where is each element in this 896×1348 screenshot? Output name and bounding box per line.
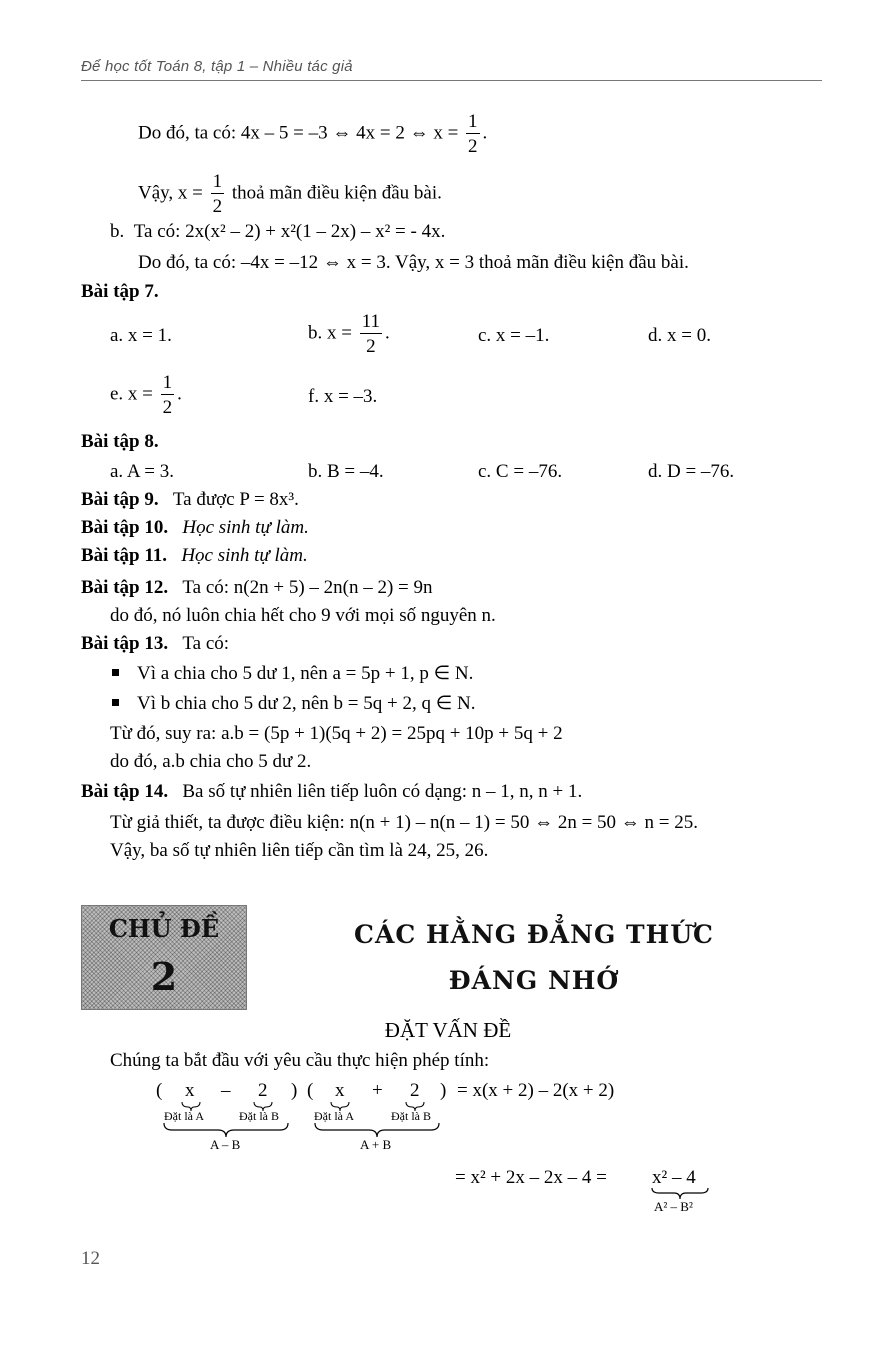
paren-close-1: ) [291,1080,298,1101]
topic-title-line1: CÁC HẰNG ĐẲNG THỨC [354,920,714,949]
bt7-c: c. x = –1. [478,325,550,346]
topic-label: CHỦ ĐỀ [108,914,220,943]
topic-number: 2 [150,954,178,999]
bt12: Bài tập 12. Ta có: n(2n + 5) – 2n(n – 2) = 9n [81,577,433,598]
label-B1: Đặt là B [239,1109,279,1123]
term-two2: 2 [410,1080,420,1101]
fraction-half: $\frac{1}{2}$ [162,372,173,418]
paren-close-2: ) [440,1080,447,1101]
brace-label-a2-minus-b2: A² – B² [654,1199,693,1214]
bt7-d: d. x = 0. [648,325,711,346]
op-plus: + [372,1080,383,1101]
bullet-icon [112,699,119,706]
fraction-half: $\frac{1}{2}$ [212,171,223,217]
bt13-line3: Từ đó, suy ra: a.b = (5p + 1)(5q + 2) = 25pq + 10p + 5q + 2 [110,723,563,744]
paren-open-1: ( [156,1080,163,1101]
sec6-part-b-line2: Do đó, ta có: –4x = –12 ⇔ x = 3. Vậy, x = 3 thoả mãn điều kiện đầu bài. [138,252,689,273]
bt14-line2: Từ giả thiết, ta được điều kiện: n(n + 1) – n(n – 1) = 50 ⇔ 2n = 50 ⇔ n = 25. [110,812,698,833]
fraction-eleven-half: $\frac{11}{2}$ [361,311,381,357]
bt7-b: b. x = $\frac{11}{2}$ . [308,311,390,357]
bt8-c: c. C = –76. [478,461,563,482]
section-heading: ĐẶT VẤN ĐỀ [384,1018,512,1042]
sec6-part-b: b. Ta có: 2x(x² – 2) + x²(1 – 2x) – x² = - 4x. [110,221,446,242]
running-header: Để học tốt Toán 8, tập 1 – Nhiều tác giả [81,58,353,75]
op-minus: – [221,1080,231,1101]
label-A1: Đặt là A [164,1109,204,1123]
intro-text: Chúng ta bắt đầu với yêu cầu thực hiện phép tính: [110,1050,490,1071]
topic-title-line2: ĐÁNG NHỚ [448,966,620,995]
rhs-line2: = x² + 2x – 2x – 4 = [455,1167,607,1188]
brace-label-a-plus-b: A + B [360,1137,392,1152]
bt12-line2: do đó, nó luôn chia hết cho 9 với mọi số nguyên n. [110,605,496,626]
header-rule [81,80,822,81]
bt13-bullet2: Vì b chia cho 5 dư 2, nên b = 5q + 2, q ∈ N. [112,692,476,716]
bt13: Bài tập 13. Ta có: [81,633,230,654]
sec6-line2-text: Vậy, x = [138,182,203,204]
bt7-title: Bài tập 7. [81,281,159,302]
sec6-line2: Vậy, x = $\frac{1}{2}$ thoả mãn điều kiện đầu bài. [138,171,442,217]
bt8-b: b. B = –4. [308,461,384,482]
bt13-line4: do đó, a.b chia cho 5 dư 2. [110,751,312,772]
bt13-bullet1: Vì a chia cho 5 dư 1, nên a = 5p + 1, p ∈ N. [112,662,473,686]
large-underbraces [160,1122,450,1138]
paren-open-2: ( [307,1080,314,1101]
term-two1: 2 [258,1080,268,1101]
term-x1: x [185,1080,195,1101]
sec6-line1: Do đó, ta có: 4x – 5 = –3 ⇔ 4x = 2 ⇔ x = $\frac{1}{2}$ . [138,111,488,157]
bt7-e: e. x = $\frac{1}{2}$ . [110,372,182,418]
topic-box [81,905,247,1010]
bt10: Bài tập 10. Học sinh tự làm. [81,517,309,538]
rhs-line1: = x(x + 2) – 2(x + 2) [457,1080,615,1101]
bt8-a: a. A = 3. [110,461,175,482]
term-x2: x [335,1080,345,1101]
page-number: 12 [81,1248,100,1269]
result: x² – 4 [652,1167,696,1188]
bt7-f: f. x = –3. [308,386,378,407]
sec6-line1-text: Do đó, ta có: 4x – 5 = –3 ⇔ 4x = 2 ⇔ x = [138,122,459,144]
bt9: Bài tập 9. Ta được P = 8x³. [81,489,299,510]
label-B2: Đặt là B [391,1109,431,1123]
bullet-icon [112,669,119,676]
bt8-d: d. D = –76. [648,461,735,482]
bt11: Bài tập 11. Học sinh tự làm. [81,545,308,566]
brace-label-a-minus-b: A – B [210,1137,241,1152]
fraction-half: $\frac{1}{2}$ [468,111,478,157]
bt14: Bài tập 14. Ba số tự nhiên liên tiếp luôn có dạng: n – 1, n, n + 1. [81,781,583,802]
bt7-a: a. x = 1. [110,325,172,346]
bt14-line3: Vậy, ba số tự nhiên liên tiếp cần tìm là 24, 25, 26. [110,840,489,861]
label-A2: Đặt là A [314,1109,354,1123]
bt8-title: Bài tập 8. [81,431,159,452]
